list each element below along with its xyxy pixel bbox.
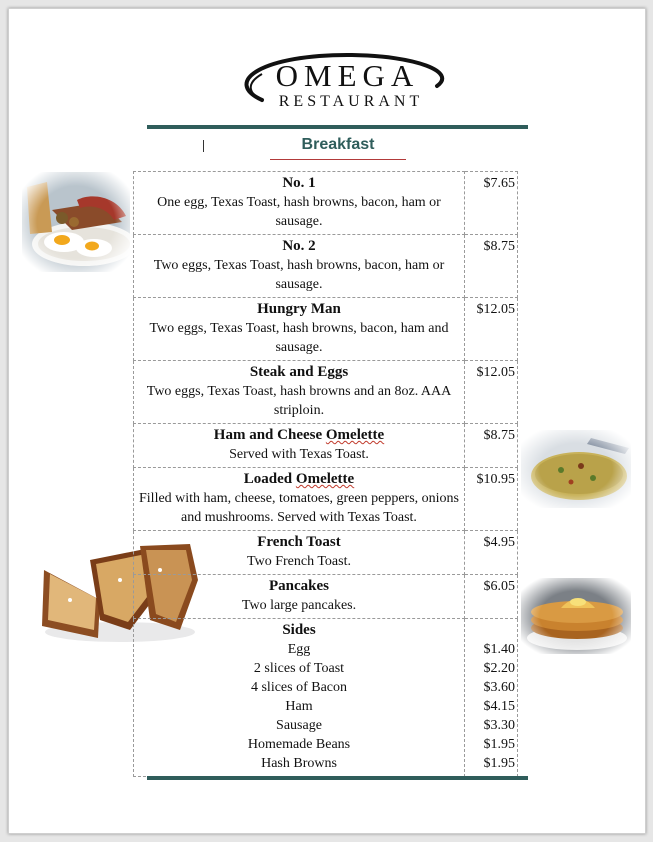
sides-cell — [134, 619, 465, 777]
menu-row — [134, 468, 518, 531]
sides-price-cell — [465, 619, 518, 777]
menu-item-name — [136, 426, 462, 445]
menu-item-description: Two eggs, Texas Toast, hash browns, bacon, ham and sausage. — [149, 321, 449, 355]
side-item-price: $2.20 — [483, 661, 515, 676]
menu-item-name: Hungry Man — [257, 301, 341, 317]
eggs-bacon-photo — [22, 172, 130, 272]
side-item-price: $1.40 — [483, 642, 515, 657]
menu-item-price: $6.05 — [465, 575, 518, 619]
side-item-name: Sausage — [276, 718, 322, 733]
menu-item-price: $4.95 — [465, 531, 518, 575]
menu-item-description: Two large pancakes. — [241, 598, 357, 613]
menu-row — [134, 235, 518, 298]
menu-item-price: $7.65 — [465, 172, 518, 235]
menu-item-price: $8.75 — [465, 235, 518, 298]
menu-item-name: French Toast — [257, 534, 341, 550]
sides-title: Sides — [282, 622, 316, 638]
menu-item-cell — [134, 361, 465, 424]
menu-item-name: Pancakes — [269, 578, 329, 594]
menu-item-name-prefix: Ham and Cheese — [213, 427, 326, 443]
side-item-name: 2 slices of Toast — [253, 661, 345, 676]
menu-item-description: Two French Toast. — [247, 554, 351, 569]
menu-item-cell — [134, 531, 465, 575]
spellcheck-flagged-word: Omelette — [295, 471, 355, 487]
menu-row — [134, 531, 518, 575]
side-item-name: 4 slices of Bacon — [250, 680, 348, 695]
menu-item-price: $12.05 — [465, 361, 518, 424]
side-item-price: $3.60 — [483, 680, 515, 695]
menu-row — [134, 575, 518, 619]
menu-item-cell — [134, 468, 465, 531]
logo-restaurant-text: RESTAURANT — [278, 93, 424, 110]
menu-table — [133, 171, 518, 777]
omelette-photo — [521, 430, 631, 508]
pancakes-photo — [521, 578, 631, 654]
side-item-price: $3.30 — [483, 718, 515, 733]
menu-item-cell — [134, 298, 465, 361]
side-item-price: $4.15 — [483, 699, 515, 714]
menu-row — [134, 172, 518, 235]
menu-row — [134, 298, 518, 361]
top-divider — [147, 125, 528, 129]
menu-item-cell — [134, 424, 465, 468]
menu-item-cell — [134, 235, 465, 298]
menu-item-cell — [134, 575, 465, 619]
side-item-name: Egg — [287, 642, 311, 657]
menu-item-name-prefix: Loaded — [243, 471, 296, 487]
sides-price-spacer — [467, 621, 515, 640]
menu-item-price: $12.05 — [465, 298, 518, 361]
menu-item-description: Filled with ham, cheese, tomatoes, green peppers, onions and mushrooms. Served with Texas Toast. — [139, 491, 459, 525]
menu-item-name: No. 1 — [282, 175, 316, 191]
side-item-price: $1.95 — [483, 756, 515, 771]
menu-item-description: One egg, Texas Toast, hash browns, bacon, ham or sausage. — [157, 195, 441, 229]
menu-item-description: Two eggs, Texas Toast, hash browns, bacon, ham or sausage. — [153, 258, 445, 292]
text-cursor — [203, 140, 204, 152]
bottom-divider — [147, 776, 528, 780]
spellcheck-flagged-word: Omelette — [325, 427, 385, 443]
menu-item-description: Two eggs, Texas Toast, hash browns and an 8oz. AAA striploin. — [146, 384, 452, 418]
menu-item-price: $10.95 — [465, 468, 518, 531]
logo-omega-text: OMEGA — [275, 58, 420, 93]
side-item-price: $1.95 — [483, 737, 515, 752]
menu-row — [134, 361, 518, 424]
side-item-name: Homemade Beans — [247, 737, 351, 752]
sides-row — [134, 619, 518, 777]
section-title: Breakfast — [270, 136, 406, 160]
restaurant-logo — [232, 52, 452, 112]
menu-item-cell — [134, 172, 465, 235]
menu-item-name — [136, 470, 462, 489]
menu-item-price: $8.75 — [465, 424, 518, 468]
menu-item-name: No. 2 — [282, 238, 316, 254]
menu-item-description: Served with Texas Toast. — [229, 447, 369, 462]
menu-item-name: Steak and Eggs — [249, 364, 349, 380]
side-item-name: Hash Browns — [261, 756, 337, 771]
menu-row — [134, 424, 518, 468]
side-item-name: Ham — [285, 699, 313, 714]
